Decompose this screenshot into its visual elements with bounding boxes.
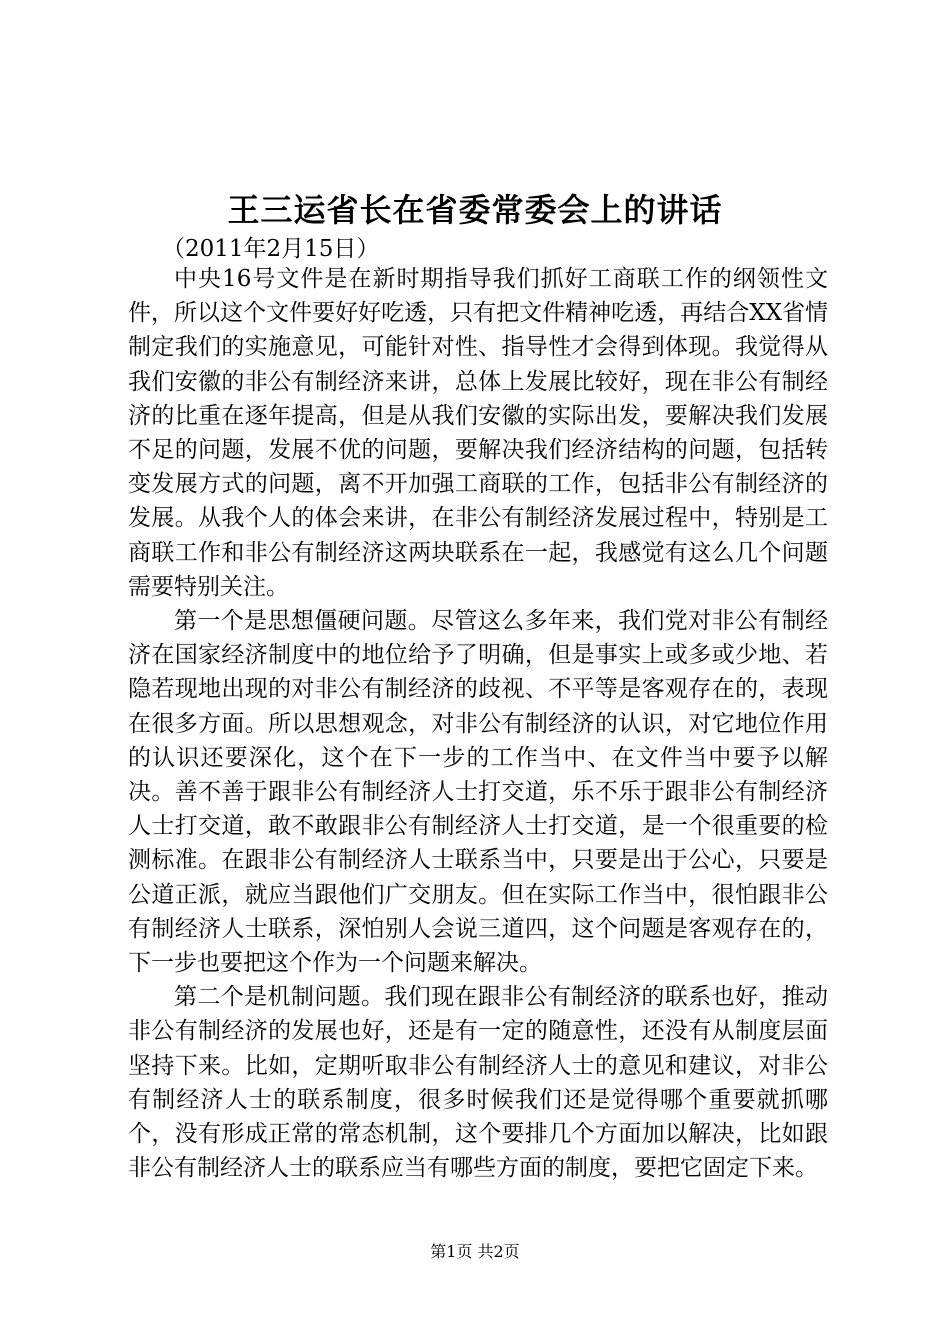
document-title: 王三运省长在省委常委会上的讲话	[227, 191, 723, 229]
document-body	[128, 262, 828, 1185]
paragraph-intro: 中央16号文件是在新时期指导我们抓好工商联工作的纲领性文件，所以这个文件要好好吃透，只有把文件精神吃透，再结合XX省情制定我们的实施意见，可能针对性、指导性才会得到体现。我觉得从我们安徽的非公有制经济来讲，总体上发展比较好，现在非公有制经济的比重在逐年提高，但是从我们安徽的实际出发，要解决我们发展不足的问题，发展不优的问题，要解决我们经济结构的问题，包括转变发展方式的问题，离不开加强工商联的工作，包括非公有制经济的发展。从我个人的体会来讲，在非公有制经济发展过程中，特别是工商联工作和非公有制经济这两块联系在一起，我感觉有这么几个问题需要特别关注。	[128, 266, 828, 600]
speech-date: （2011年2月15日）	[162, 236, 380, 262]
page-number-footer: 第1页 共2页	[430, 1242, 520, 1261]
paragraph-second-issue: 第二个是机制问题。我们现在跟非公有制经济的联系也好，推动非公有制经济的发展也好，还是有一定的随意性，还没有从制度层面坚持下来。比如，定期听取非公有制经济人士的意见和建议，对非公有制经济人士的联系制度，很多时候我们还是觉得哪个重要就抓哪个，没有形成正常的常态机制，这个要排几个方面加以解决，比如跟非公有制经济人士的联系应当有哪些方面的制度，要把它固定下来。	[128, 984, 828, 1182]
paragraph-first-issue: 第一个是思想僵硬问题。尽管这么多年来，我们党对非公有制经济在国家经济制度中的地位给予了明确，但是事实上或多或少地、若隐若现地出现的对非公有制经济的歧视、不平等是客观存在的，表现在很多方面。所以思想观念，对非公有制经济的认识，对它地位作用的认识还要深化，这个在下一步的工作当中、在文件当中要予以解决。善不善于跟非公有制经济人士打交道，乐不乐于跟非公有制经济人士打交道，敢不敢跟非公有制经济人士打交道，是一个很重要的检测标准。在跟非公有制经济人士联系当中，只要是出于公心，只要是公道正派，就应当跟他们广交朋友。但在实际工作当中，很怕跟非公有制经济人士联系，深怕别人会说三道四，这个问题是客观存在的，下一步也要把这个作为一个问题来解决。	[128, 608, 828, 977]
